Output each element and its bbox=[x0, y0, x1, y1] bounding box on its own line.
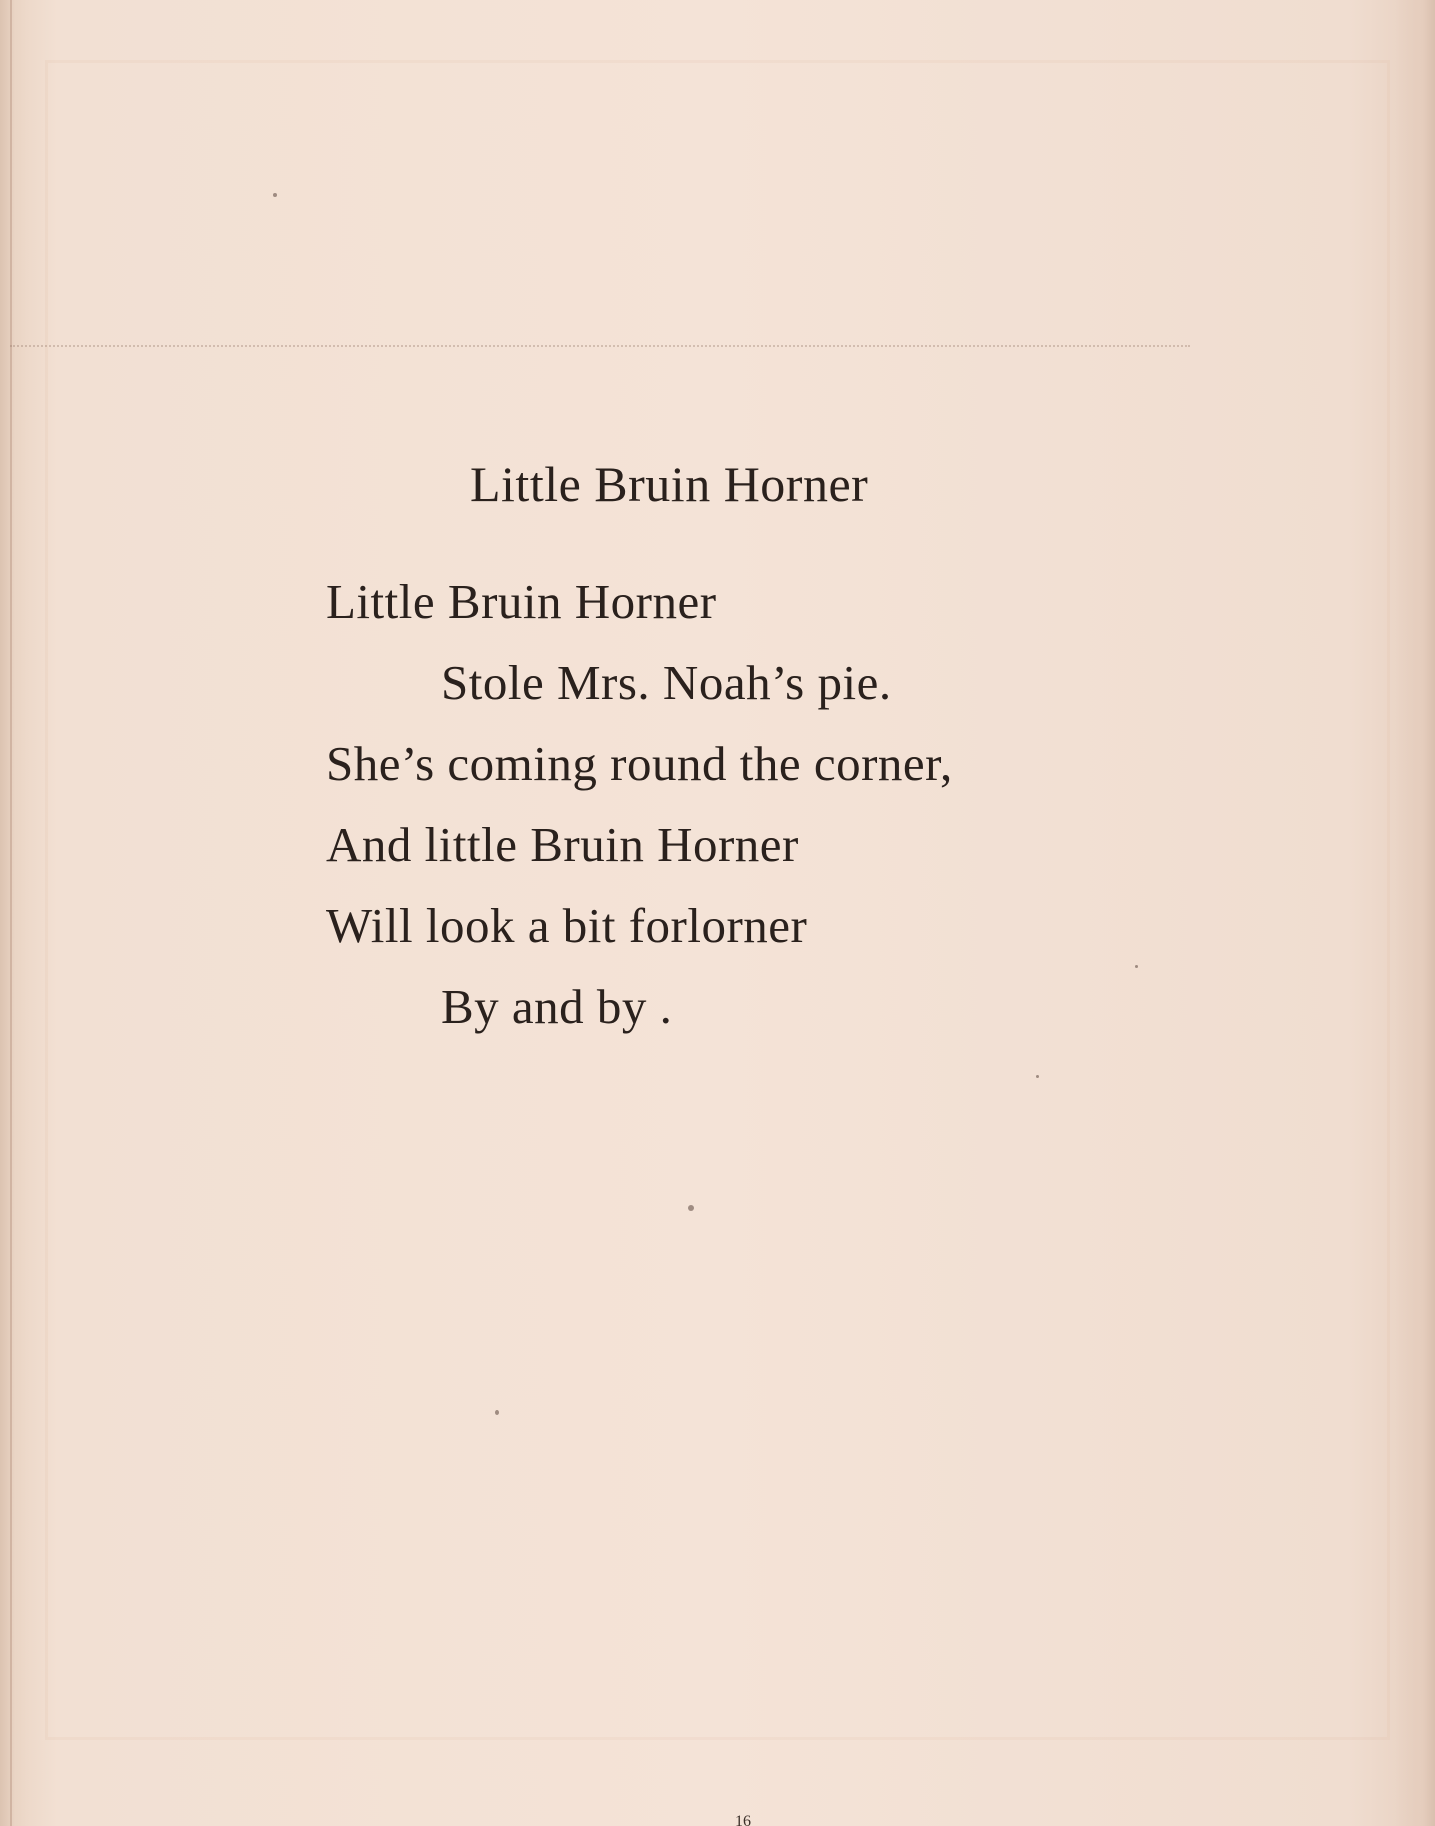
faint-dotted-rule bbox=[10, 345, 1190, 347]
paper-speck bbox=[273, 193, 277, 197]
poem-line: And little Bruin Horner bbox=[326, 817, 799, 872]
paper-speck bbox=[1036, 1075, 1039, 1078]
poem-line: Stole Mrs. Noah’s pie. bbox=[441, 655, 892, 710]
paper-speck bbox=[495, 1410, 499, 1415]
paper-speck bbox=[688, 1205, 694, 1211]
poem-title: Little Bruin Horner bbox=[470, 456, 869, 512]
poem-line: By and by . bbox=[441, 979, 673, 1034]
poem-stanza bbox=[326, 572, 953, 1058]
poem-line: Will look a bit forlorner bbox=[326, 898, 808, 953]
page-left-edge bbox=[0, 0, 26, 1826]
page-number: 16 bbox=[735, 1813, 751, 1826]
page-right-edge bbox=[1395, 0, 1435, 1826]
poem-line: She’s coming round the corner, bbox=[326, 736, 953, 791]
paper-speck bbox=[1135, 965, 1138, 968]
poem-line: Little Bruin Horner bbox=[326, 574, 717, 629]
